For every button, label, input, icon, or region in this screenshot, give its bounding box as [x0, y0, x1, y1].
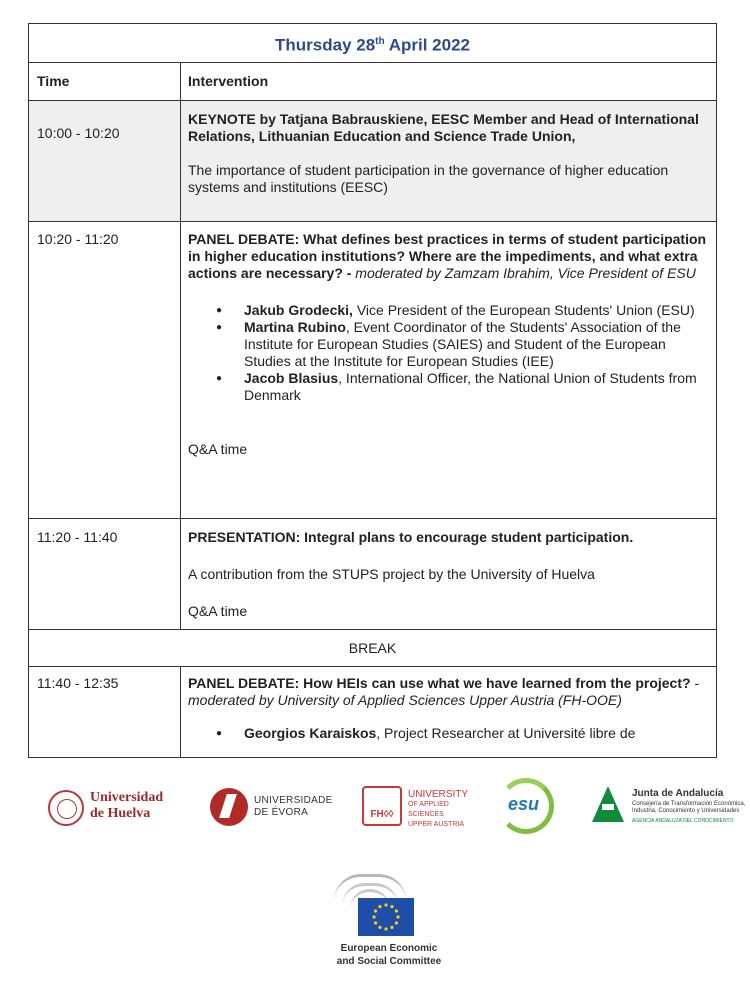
qa-time: Q&A time — [188, 603, 248, 619]
fh-upper-austria-logo: FH◊◊ UNIVERSITY OF APPLIED SCIENCES UPPER AUSTRIA — [362, 786, 482, 830]
evora-mark-icon — [210, 788, 248, 826]
junta-de-andalucia-logo: Junta de Andalucía Consejería de Transformación Económica, Industria, Conocimiento y Universidades AGENCIA ANDALUZA DEL CONOCIMIENTO — [592, 786, 750, 834]
list-item: ● Martina Rubino, Event Coordinator of the Students' Association of the Institute for European Studies (SAIES) and Student of the European Studies at the Institute for European Studies (IEE) — [244, 319, 708, 370]
time-cell: 11:20 - 11:40 — [29, 519, 181, 630]
header-row — [29, 63, 717, 101]
presentation-description: A contribution from the STUPS project by the University of Huelva — [188, 566, 595, 582]
keynote-description: The importance of student participation in the governance of higher education systems and institutions (EESC) — [188, 162, 669, 195]
andalucia-mark-icon — [592, 786, 624, 822]
panel-debate-heading: PANEL DEBATE: What defines best practices in terms of student participation in higher education institutions? Where are the impediments, and what extra actions are necessary? - moderated by Zamzam Ibrahim, Vice President of ESU — [188, 231, 707, 281]
agenda-title: Thursday 28th April 2022 — [29, 24, 717, 63]
presentation-heading: PRESENTATION: Integral plans to encourage student participation. — [188, 529, 634, 545]
column-header-intervention: Intervention — [181, 63, 717, 101]
list-item: ● Jacob Blasius, International Officer, the National Union of Students from Denmark — [244, 370, 708, 404]
eu-flag-icon — [358, 898, 414, 936]
speaker-list — [188, 302, 708, 404]
eesc-arcs-icon — [334, 874, 406, 901]
huelva-seal-icon — [48, 790, 84, 826]
university-of-evora-logo: UNIVERSIDADE DE ÉVORA — [210, 788, 340, 828]
time-cell: 10:20 - 11:20 — [29, 222, 181, 519]
agenda-table — [28, 23, 717, 758]
table-row — [29, 222, 717, 519]
panel-debate-heading: PANEL DEBATE: How HEIs can use what we have learned from the project? - moderated by University of Applied Sciences Upper Austria (FH-OOE) — [188, 675, 700, 708]
qa-time: Q&A time — [188, 441, 248, 457]
partner-logos — [0, 770, 750, 990]
table-row — [29, 101, 717, 222]
time-cell: 10:00 - 10:20 — [29, 101, 181, 222]
intervention-cell — [181, 101, 717, 222]
fh-mark-icon: FH◊◊ — [362, 786, 402, 826]
intervention-cell — [181, 519, 717, 630]
keynote-heading: KEYNOTE by Tatjana Babrauskiene, EESC Member and Head of International Relations, Lithuanian Education and Science Trade Union, — [188, 111, 699, 144]
table-row — [29, 519, 717, 630]
list-item: ● Georgios Karaiskos, Project Researcher at Université libre de — [244, 725, 708, 742]
time-cell: 11:40 - 12:35 — [29, 667, 181, 758]
column-header-time: Time — [29, 63, 181, 101]
university-of-huelva-logo: Universidad de Huelva — [48, 788, 188, 830]
break-row — [29, 630, 717, 667]
intervention-cell — [181, 222, 717, 519]
table-row — [29, 667, 717, 758]
break-label: BREAK — [29, 630, 717, 667]
intervention-cell — [181, 667, 717, 758]
eesc-logo: European Economic and Social Committee — [334, 874, 444, 974]
speaker-list — [188, 725, 708, 742]
list-item: ● Jakub Grodecki, Vice President of the European Students' Union (ESU) — [244, 302, 708, 319]
esu-logo: esu — [498, 778, 560, 836]
